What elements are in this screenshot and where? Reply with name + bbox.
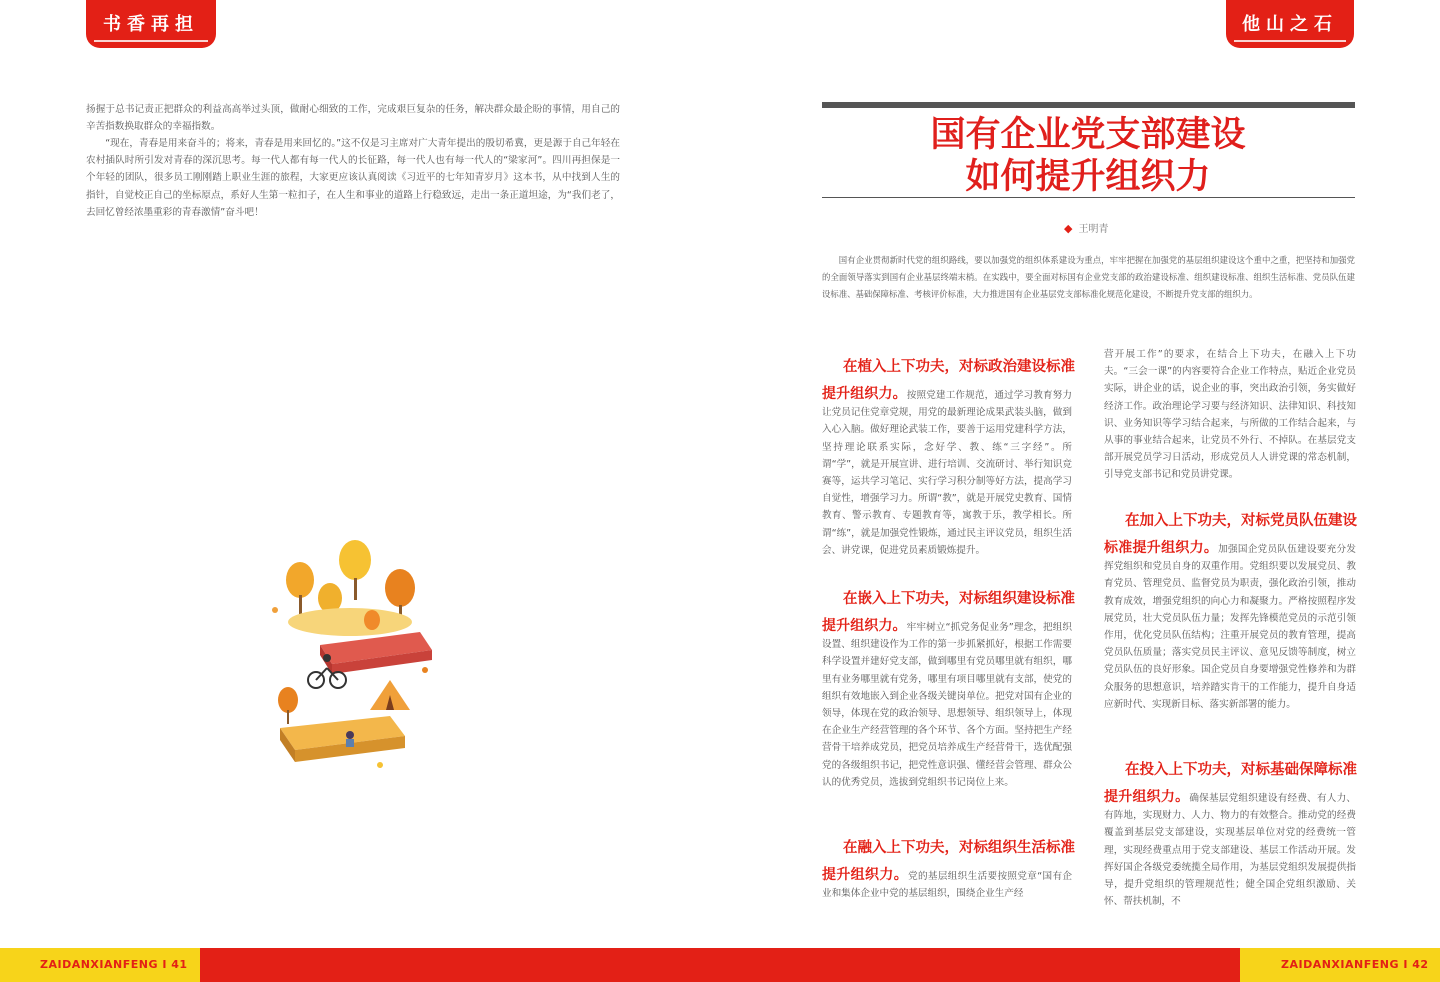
page-footer xyxy=(0,948,1440,982)
section-4-body: 加强国企党员队伍建设要充分发挥党组织和党员自身的双重作用。党组织要以发展党员、教育党员、管理党员、监督党员为职责，强化政治引领，推动教育成效，增强党组织的向心力和凝聚力。严格按照程序发展党员，壮大党员队伍力量；发挥先锋模范党员的示范引领作用，优化党员队伍结构；注重开展党员的教育管理，提高党员队伍质量；落实党员民主评议、意见反馈等制度，树立党员队伍的良好形象。国企党员自身要增强党性修养和为群众服务的思想意识，培养踏实肯干的工作能力，提升自身适应新时代、实现新目标、落实新部署的能力。 xyxy=(1104,544,1357,710)
tab-underline xyxy=(1234,40,1346,42)
section-heading-3: 在融入上下功夫，对标组织生活标准 xyxy=(843,840,1075,856)
section-heading-2: 在嵌入上下功夫，对标组织建设标准 xyxy=(843,591,1075,607)
section-1-body: 按照党建工作规范，通过学习教育努力让党员记住党章党规，用党的最新理论成果武装头脑，做到入心入脑。做好理论武装工作，要善于运用党建科学方法，坚持理论联系实际，念好学、教、练“三字经”。所谓“学”，就是开展宣讲、进行培训、交流研讨、举行知识竞赛等，运共学习笔记、实行学习积分制等好方法，提高学习自觉性，增强学习力。所谓“教”，就是开展党史教育、国情教育、警示教育、专题教育等，寓教于乐，教学相长。所谓“练”，就是加强党性锻炼，通过民主评议党员，组织生活会、讲党课，促进党员素质锻炼提升。 xyxy=(822,390,1073,556)
section-tab-right xyxy=(1226,0,1354,48)
article-title-line-1: 国有企业党支部建设 xyxy=(930,114,1246,155)
section-5-lead: 提升组织力。 xyxy=(1104,789,1190,805)
article-intro: 国有企业贯彻新时代党的组织路线，要以加强党的组织体系建设为重点，牢牢把握在加强党的基层组织建设这个重中之重，把坚持和加强党的全面领导落实到国有企业基层终端末梢。在实践中，要全面对标国有企业党支部的政治建设标准、组织建设标准、组织生活标准、党员队伍建设标准、基础保障标准、考核评价标准，大力推进国有企业基层党支部标准化规范化建设，不断提升党支部的组织力。 xyxy=(822,255,1355,299)
section-1-paragraph xyxy=(822,386,1072,559)
section-2-lead: 提升组织力。 xyxy=(822,618,907,634)
section-2-paragraph xyxy=(822,618,1072,791)
autumn-books-illustration-icon xyxy=(260,540,440,780)
section-3-lead: 提升组织力。 xyxy=(822,867,909,883)
diamond-icon: ◆ xyxy=(1064,222,1073,235)
section-tab-left-label: 书香再担 xyxy=(103,14,199,35)
article-title-line-2: 如何提升组织力 xyxy=(965,156,1211,197)
section-3-body-start: 党的基层组织生活要按照党章“国有企业和集体企业中党的基层组织，围绕企业生产经 xyxy=(822,871,1072,900)
title-top-rule xyxy=(822,102,1355,108)
left-paragraph-1: 扬握于总书记责正把群众的利益高高举过头顶，做耐心细致的工作，完成艰巨复杂的任务，解决群众最企盼的事情，用自己的辛苦指数换取群众的幸福指数。 xyxy=(86,104,620,133)
tab-underline xyxy=(94,40,208,42)
author-name: 王明青 xyxy=(1078,224,1109,235)
section-1-lead: 提升组织力。 xyxy=(822,386,907,402)
section-4-lead: 标准提升组织力。 xyxy=(1104,540,1219,556)
section-5-body: 确保基层党组织建设有经费、有人力、有阵地，实现财力、人力、物力的有效整合。推动党的经费覆盖到基层党支部建设，实现基层单位对党的经费统一管理，实现经费重点用于党支部建设、基层工作活动开展。发挥好国企各级党委统揽全局作用，为基层党组织发展提供指导，提升党组织的管理规范性；健全国企党组织激励、关怀、帮扶机制，不 xyxy=(1104,793,1356,908)
footer-left-page-number: ZAIDANXIANFENG I 41 xyxy=(40,958,188,971)
section-tab-left xyxy=(86,0,216,48)
section-3-paragraph-start xyxy=(822,867,1072,902)
author-byline xyxy=(1064,220,1108,235)
section-2-body: 牢牢树立“抓党务促业务”理念，把组织设置、组织建设作为工作的第一步抓紧抓好，根据工作需要科学设置并建好党支部，做到哪里有党员哪里就有组织，哪里有业务哪里就有党务，哪里有项目哪里就有支部，使党的组织有效地嵌入到企业各级关键岗单位。把党对国有企业的领导，体现在党的政治领导、思想领导、组织领导上，体现在企业生产经营管理的各个环节、各个方面。坚持把生产经营骨干培养成党员，把党员培养成生产经营骨干，选优配强党的各级组织书记，把党性意识强、懂经营会管理、群众公认的优秀党员，选拔到党组织书记岗位上来。 xyxy=(822,622,1072,788)
section-3-paragraph-continued: 营开展工作”的要求，在结合上下功夫，在融入上下功夫。“三会一课”的内容要符合企业工作特点，贴近企业党员实际，讲企业的话，说企业的事，突出政治引领，务实做好经济工作。政治理论学习要与经济知识、法律知识、科技知识、业务知识等学习结合起来，与所做的工作结合起来，与从事的事业结合起来，让党员不外行、不掉队。在基层党支部开展党员学习日活动，形成党员人人讲党课的常态机制，引导党支部书记和党员讲党课。 xyxy=(1104,349,1356,481)
left-paragraph-2: “现在，青春是用来奋斗的；将来，青春是用来回忆的。”这不仅是习主席对广大青年提出的殷切希冀，更是源于自己年轻在农村插队时所引发对青春的深沉思考。每一代人都有每一代人的长征路，每一代人也有每一代人的“梁家河”。四川再担保是一个年轻的团队，很多员工刚刚踏上职业生涯的旅程，大家更应该认真阅读《习近平的七年知青岁月》这本书，从中找到人生的指针，自觉校正自己的坐标原点，系好人生第一粒扣子，在人生和事业的道路上行稳致远，走出一条正道坦途，为“我们老了，去回忆曾经浓墨重彩的青春激情”奋斗吧！ xyxy=(86,138,620,218)
section-tab-right-label: 他山之石 xyxy=(1242,14,1338,35)
section-heading-4: 在加入上下功夫，对标党员队伍建设 xyxy=(1125,513,1357,529)
section-heading-5: 在投入上下功夫，对标基础保障标准 xyxy=(1125,762,1357,778)
section-4-paragraph xyxy=(1104,540,1356,713)
footer-right-page-number: ZAIDANXIANFENG I 42 xyxy=(1281,958,1429,971)
section-heading-1: 在植入上下功夫，对标政治建设标准 xyxy=(843,359,1075,375)
section-5-paragraph xyxy=(1104,789,1356,910)
title-bottom-rule xyxy=(822,197,1355,198)
